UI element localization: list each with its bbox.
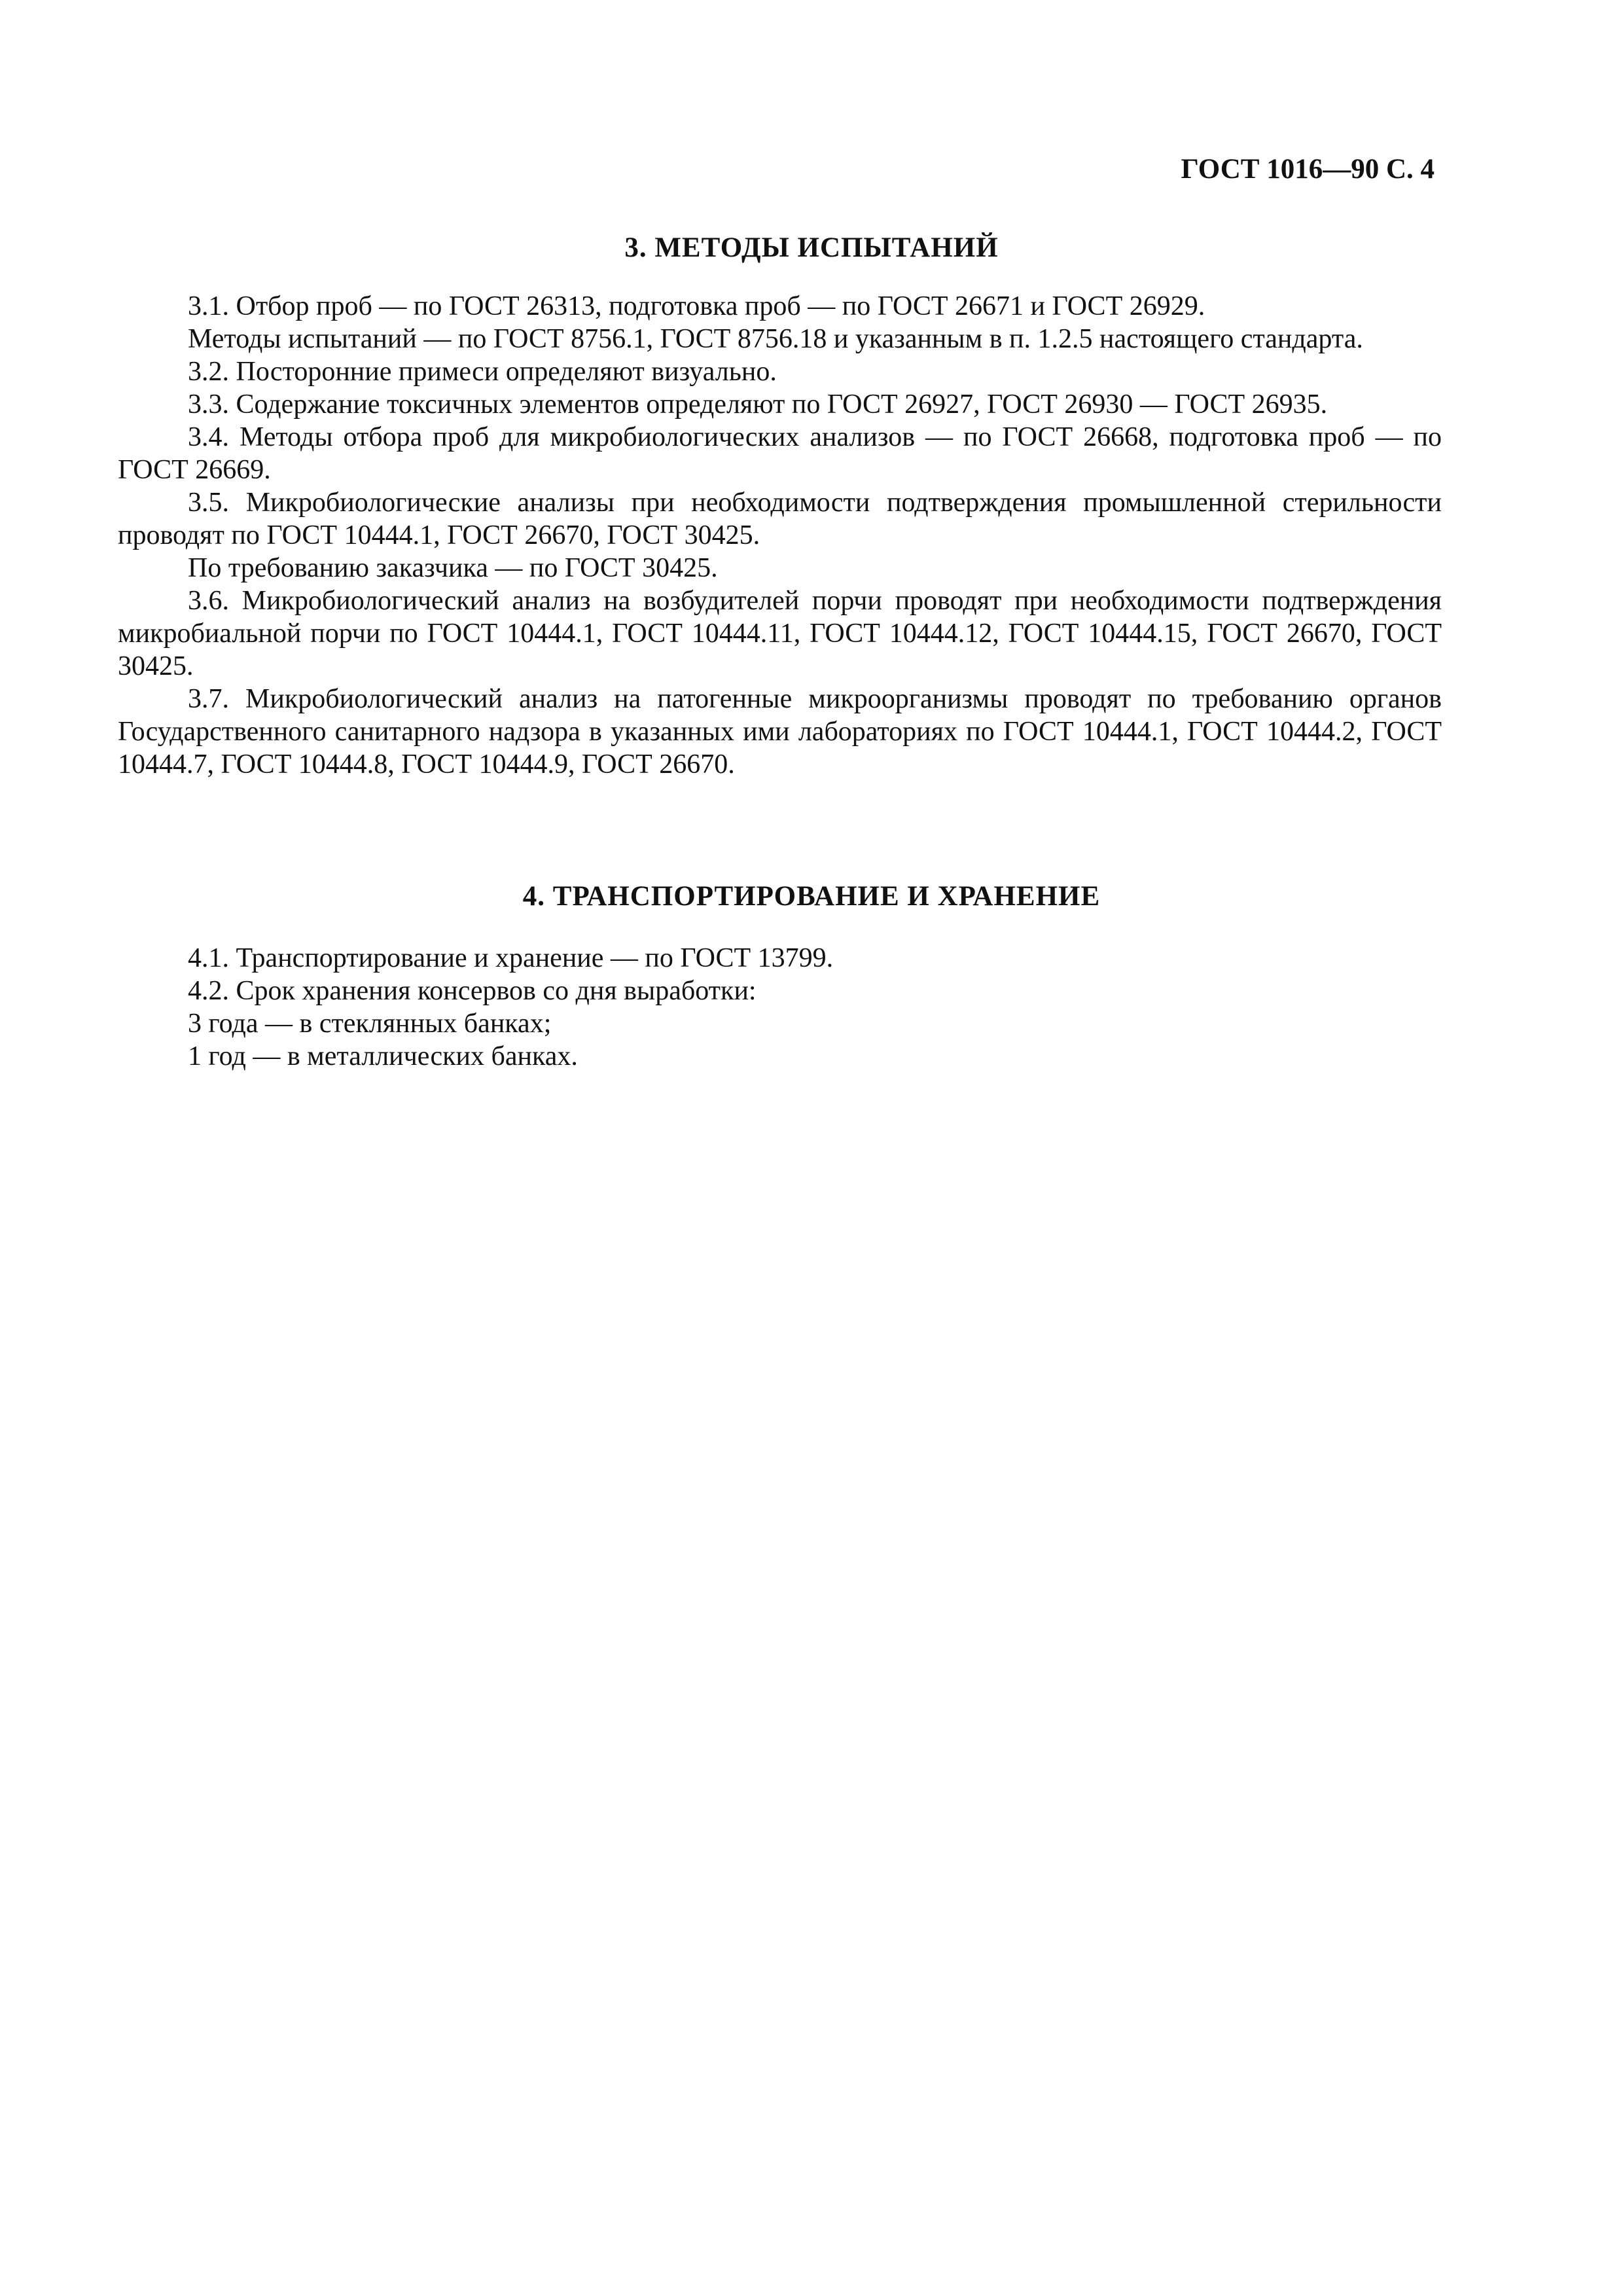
paragraph-3-1: 3.1. Отбор проб — по ГОСТ 26313, подготовка проб — по ГОСТ 26671 и ГОСТ 26929. <box>188 291 1205 321</box>
paragraph-4-2-metal: 1 год — в металлических банках. <box>188 1041 578 1071</box>
section-3-title: 3. МЕТОДЫ ИСПЫТАНИЙ <box>624 232 999 263</box>
paragraph-4-1: 4.1. Транспортирование и хранение — по ГОСТ 13799. <box>188 943 834 973</box>
paragraph-3-2: 3.2. Посторонние примеси определяют визуально. <box>188 357 777 387</box>
paragraph-3-5-customer: По требованию заказчика — по ГОСТ 30425. <box>188 553 718 583</box>
paragraph-3-4: 3.4. Методы отбора проб для микробиологических анализов — по ГОСТ 26668, подготовка проб — по ГОСТ 26669. <box>118 422 1442 485</box>
paragraph-3-7: 3.7. Микробиологический анализ на патогенные микроорганизмы проводят по требованию органов Государственного санитарного надзора в указанных ими лабораториях по ГОСТ 10444.1, ГОСТ 10444.2, ГОСТ 10444.7, ГОСТ 10444.8, ГОСТ 10444.9, ГОСТ 26670. <box>118 684 1442 780</box>
section-4-title: 4. ТРАНСПОРТИРОВАНИЕ И ХРАНЕНИЕ <box>522 881 1101 912</box>
paragraph-3-1-methods: Методы испытаний — по ГОСТ 8756.1, ГОСТ 8756.18 и указанным в п. 1.2.5 настоящего стандарта. <box>188 324 1363 354</box>
paragraph-3-5: 3.5. Микробиологические анализы при необходимости подтверждения промышленной стерильности проводят по ГОСТ 10444.1, ГОСТ 26670, ГОСТ 30425. <box>118 488 1442 550</box>
paragraph-4-2-glass: 3 года — в стеклянных банках; <box>188 1009 552 1039</box>
page-header-doc-ref: ГОСТ 1016—90 С. 4 <box>1181 154 1435 185</box>
paragraph-3-3: 3.3. Содержание токсичных элементов определяют по ГОСТ 26927, ГОСТ 26930 — ГОСТ 26935. <box>188 389 1328 420</box>
paragraph-3-6: 3.6. Микробиологический анализ на возбудителей порчи проводят при необходимости подтверждения микробиальной порчи по ГОСТ 10444.1, ГОСТ 10444.11, ГОСТ 10444.12, ГОСТ 10444.15, ГОСТ 26670, ГОСТ 30425. <box>118 586 1442 681</box>
section-3-body <box>118 290 1442 781</box>
paragraph-4-2: 4.2. Срок хранения консервов со дня выработки: <box>188 976 757 1006</box>
section-4-body <box>118 942 1442 1073</box>
